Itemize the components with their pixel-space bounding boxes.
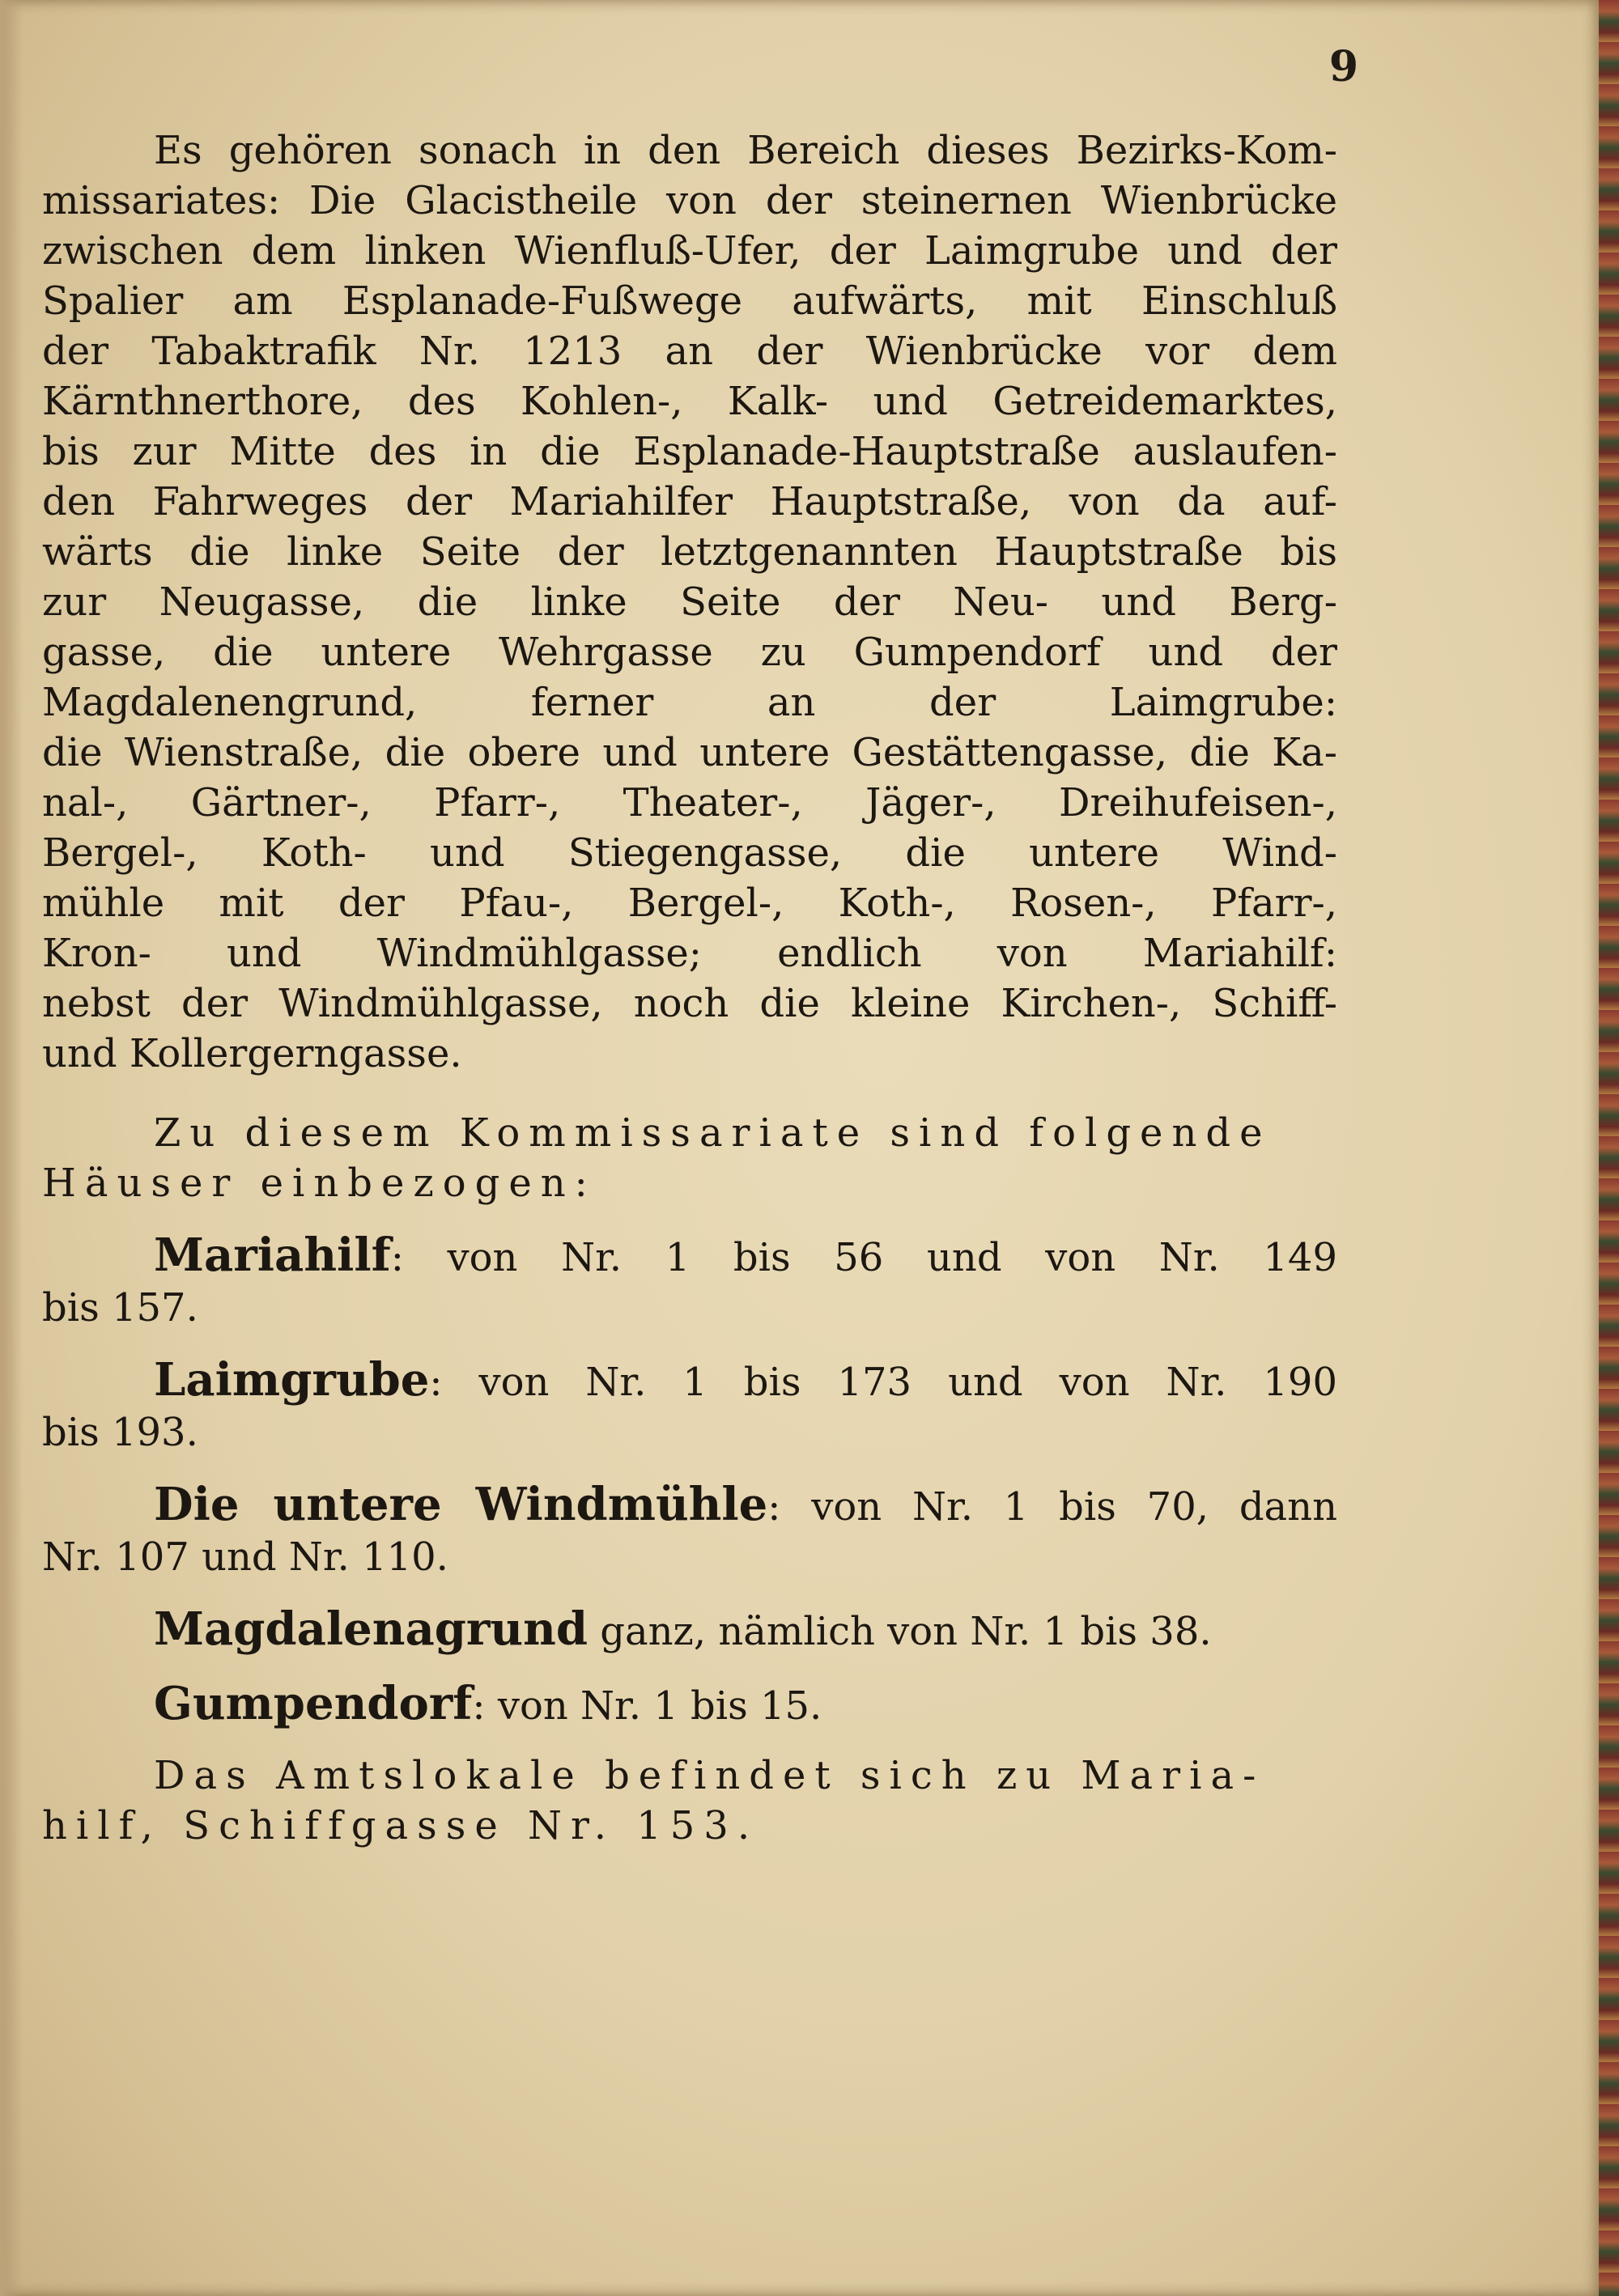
place-name: Die untere Windmühle — [154, 1478, 768, 1531]
page-number: 9 — [1328, 42, 1358, 91]
paragraph-office-location — [42, 1751, 1337, 1851]
text-line: zwischen dem linken Wienfluß-Ufer, der Laimgrube und der — [42, 228, 1337, 274]
house-range: : von Nr. 1 bis 56 und von Nr. 149 — [390, 1235, 1337, 1280]
text-line: Kärnthnerthore, des Kohlen-, Kalk- und Getreidemarktes, — [42, 379, 1337, 424]
text-line: Kron- und Windmühlgasse; endlich von Mariahilf: — [42, 931, 1337, 976]
text-line: gasse, die untere Wehrgasse zu Gumpendorf und der — [42, 630, 1337, 675]
place-name: Mariahilf — [154, 1229, 391, 1282]
page-edge-binding — [1599, 0, 1619, 2296]
text-line: missariates: Die Glacistheile von der steinernen Wienbrücke — [42, 178, 1337, 223]
text-line: Spalier am Esplanade-Fußwege aufwärts, mit Einschluß — [42, 278, 1337, 324]
text-line: zur Neugasse, die linke Seite der Neu- und Berg- — [42, 579, 1337, 625]
paragraph-included-houses — [42, 1108, 1337, 1208]
house-range: : von Nr. 1 bis 15. — [472, 1683, 822, 1729]
house-entry-laimgrube — [42, 1352, 1337, 1458]
page-gutter-shadow — [0, 0, 23, 2296]
text-line: die Wienstraße, die obere und untere Gestättengasse, die Ka- — [42, 730, 1337, 775]
house-range-continued: Nr. 107 und Nr. 110. — [42, 1534, 448, 1580]
place-name: Laimgrube — [154, 1353, 430, 1407]
text-line: Bergel-, Koth- und Stiegengasse, die untere Wind- — [42, 830, 1337, 876]
text-line: wärts die linke Seite der letztgenannten Hauptstraße bis — [42, 529, 1337, 575]
house-range: : von Nr. 1 bis 70, dann — [767, 1484, 1337, 1530]
text-line: mühle mit der Pfau-, Bergel-, Koth-, Rosen-, Pfarr-, — [42, 881, 1337, 926]
house-entry-magdalenagrund — [42, 1602, 1337, 1657]
text-line: der Tabaktrafik Nr. 1213 an der Wienbrücke vor dem — [42, 329, 1337, 374]
text-line: nal-, Gärtner-, Pfarr-, Theater-, Jäger-, Dreihufeisen-, — [42, 780, 1337, 825]
house-entry-gumpendorf — [42, 1676, 1337, 1731]
text-line: hilf, Schiffgasse Nr. 153. — [42, 1803, 759, 1848]
house-entry-windmuehle — [42, 1477, 1337, 1582]
text-line: Es gehören sonach in den Bereich dieses Bezirks-Kom- — [154, 128, 1337, 173]
paragraph-district-scope — [42, 125, 1337, 1079]
house-range-continued: bis 157. — [42, 1285, 198, 1330]
text-line: bis zur Mitte des in die Esplanade-Hauptstraße auslaufen- — [42, 429, 1337, 474]
text-line: Häuser einbezogen: — [42, 1161, 597, 1206]
text-line: Zu diesem Kommissariate sind folgende — [154, 1110, 1272, 1156]
place-name: Gumpendorf — [154, 1677, 473, 1730]
text-line: und Kollergerngasse. — [42, 1031, 462, 1076]
house-range: : von Nr. 1 bis 173 und von Nr. 190 — [429, 1360, 1337, 1405]
text-line: Das Amtslokale befindet sich zu Maria- — [154, 1753, 1265, 1798]
text-line: den Fahrweges der Mariahilfer Hauptstraße, von da auf- — [42, 479, 1337, 524]
text-line: nebst der Windmühlgasse, noch die kleine Kirchen-, Schiff- — [42, 981, 1337, 1026]
house-entry-mariahilf — [42, 1228, 1337, 1333]
house-range-continued: bis 193. — [42, 1410, 198, 1455]
house-range: ganz, nämlich von Nr. 1 bis 38. — [588, 1609, 1212, 1654]
page-body — [42, 125, 1337, 1851]
text-line: Magdalenengrund, ferner an der Laimgrube: — [42, 680, 1337, 725]
place-name: Magdalenagrund — [154, 1602, 589, 1656]
